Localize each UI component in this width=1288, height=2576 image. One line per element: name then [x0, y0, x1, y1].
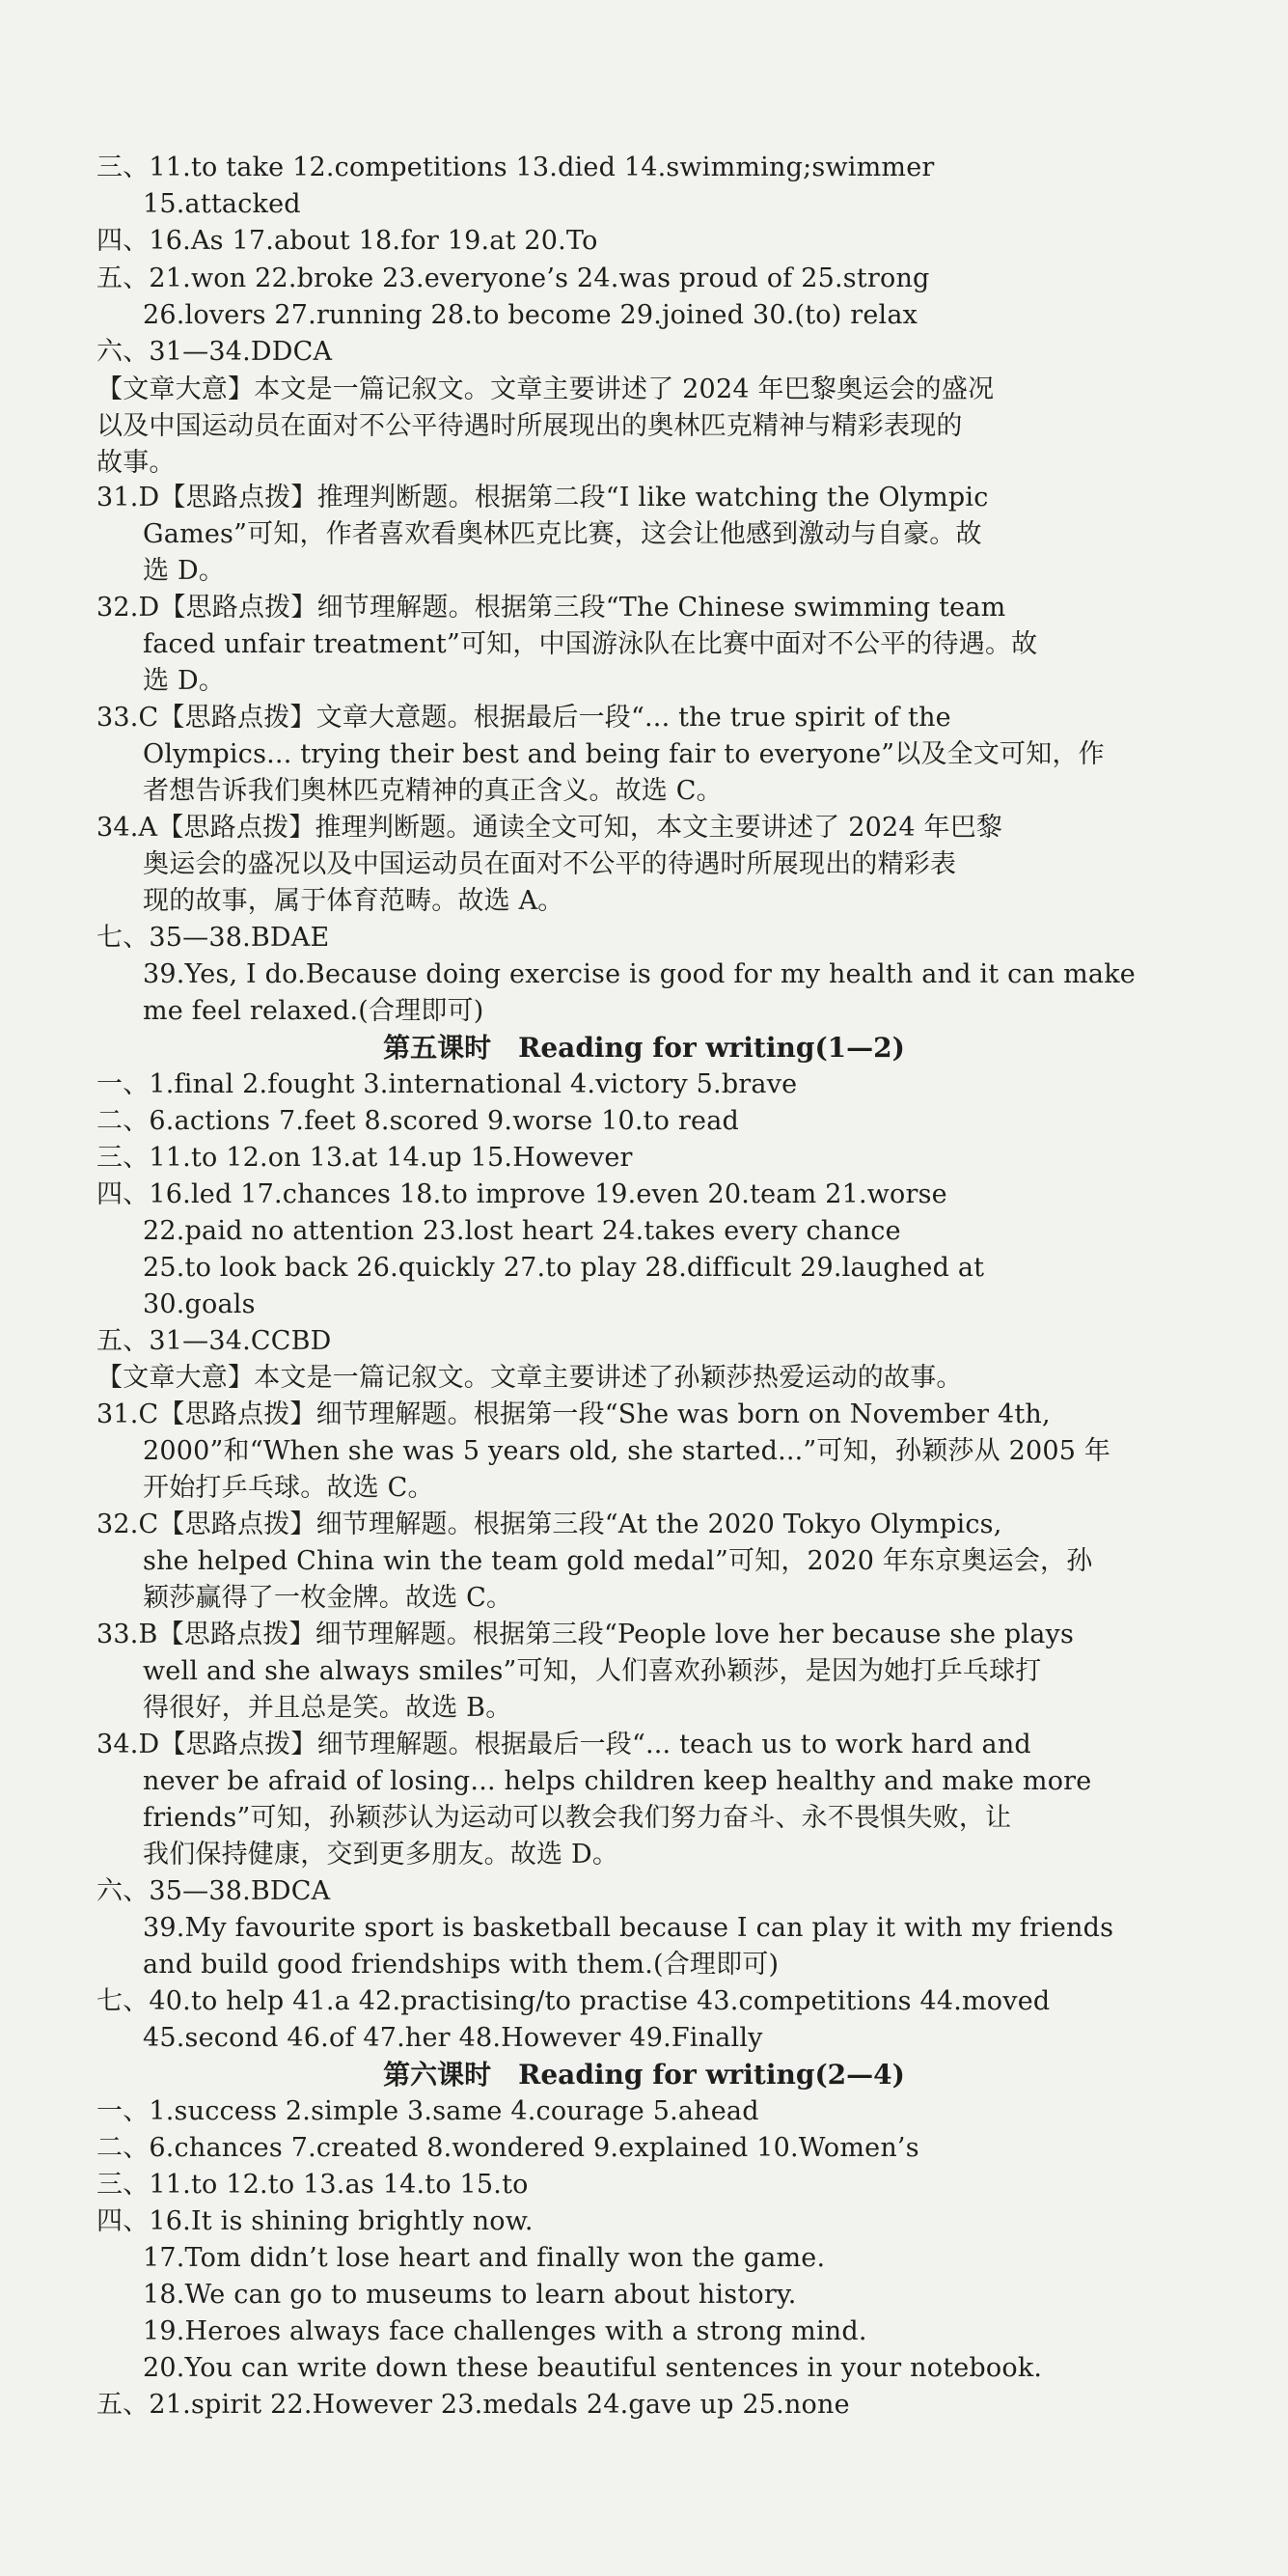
text-line: well and she always smiles”可知，人们喜欢孙颖莎，是因为她打乒乓球打 — [143, 1656, 1042, 1686]
text-line: 30.goals — [143, 1289, 256, 1319]
text-line: never be afraid of losing... helps children keep healthy and make more — [143, 1766, 1092, 1796]
text-line: friends”可知，孙颖莎认为运动可以教会我们努力奋斗、永不畏惧失败，让 — [143, 1803, 1012, 1833]
text-line: Olympics... trying their best and being fair to everyone”以及全文可知，作 — [143, 739, 1105, 769]
text-line: 34.A【思路点拨】推理判断题。通读全文可知，本文主要讲述了 2024 年巴黎 — [96, 813, 1003, 843]
text-line: 故事。 — [96, 448, 176, 478]
text-line: 32.D【思路点拨】细节理解题。根据第三段“The Chinese swimming team — [96, 593, 1006, 623]
text-line: 颖莎赢得了一枚金牌。故选 C。 — [143, 1583, 513, 1613]
text-line: 选 D。 — [143, 556, 226, 586]
text-line: 六、31—34.DDCA — [96, 337, 333, 367]
text-line: 19.Heroes always face challenges with a strong mind. — [143, 2316, 867, 2346]
text-line: 34.D【思路点拨】细节理解题。根据最后一段“... teach us to work hard and — [96, 1730, 1031, 1759]
text-line: 三、11.to 12.on 13.at 14.up 15.However — [96, 1143, 633, 1173]
text-line: and build good friendships with them.(合理即可) — [143, 1950, 780, 1980]
text-line: Games”可知，作者喜欢看奥林匹克比赛，这会让他感到激动与自豪。故 — [143, 519, 982, 549]
text-line: 一、1.final 2.fought 3.international 4.victory 5.brave — [96, 1069, 798, 1099]
text-line: 七、35—38.BDAE — [96, 923, 330, 953]
text-line: 四、16.It is shining brightly now. — [96, 2206, 534, 2236]
text-line: 开始打乒乓球。故选 C。 — [143, 1473, 434, 1503]
text-line: 一、1.success 2.simple 3.same 4.courage 5.ahead — [96, 2096, 759, 2126]
text-line: faced unfair treatment”可知，中国游泳队在比赛中面对不公平的待遇。故 — [143, 629, 1038, 659]
text-line: 五、21.spirit 22.However 23.medals 24.gave up 25.none — [96, 2390, 850, 2420]
text-line: 【文章大意】本文是一篇记叙文。文章主要讲述了 2024 年巴黎奥运会的盛况 — [96, 374, 995, 404]
text-line: 18.We can go to museums to learn about history. — [143, 2280, 797, 2310]
text-line: 39.My favourite sport is basketball because I can play it with my friends — [143, 1913, 1114, 1943]
text-line: 31.C【思路点拨】细节理解题。根据第一段“She was born on November 4th, — [96, 1399, 1051, 1429]
text-line: 五、31—34.CCBD — [96, 1326, 332, 1356]
text-line: 33.B【思路点拨】细节理解题。根据第三段“People love her because she plays — [96, 1620, 1075, 1649]
text-line: 七、40.to help 41.a 42.practising/to practise 43.competitions 44.moved — [96, 1986, 1051, 2016]
text-line: 我们保持健康，交到更多朋友。故选 D。 — [143, 1840, 619, 1870]
text-line: 得很好，并且总是笑。故选 B。 — [143, 1693, 512, 1723]
text-line: 三、11.to 12.to 13.as 14.to 15.to — [96, 2170, 529, 2200]
text-line: 【文章大意】本文是一篇记叙文。文章主要讲述了孙颖莎热爱运动的故事。 — [96, 1363, 963, 1393]
text-line: me feel relaxed.(合理即可) — [143, 996, 484, 1026]
text-line: 33.C【思路点拨】文章大意题。根据最后一段“... the true spirit of the — [96, 703, 951, 733]
text-line: 现的故事，属于体育范畴。故选 A。 — [143, 886, 564, 916]
text-line: 三、11.to take 12.competitions 13.died 14.swimming;swimmer — [96, 152, 935, 182]
text-line: 者想告诉我们奥林匹克精神的真正含义。故选 C。 — [143, 776, 723, 806]
section-title: 第六课时 Reading for writing(2—4) — [383, 2059, 905, 2091]
text-line: 二、6.chances 7.created 8.wondered 9.explained 10.Women’s — [96, 2133, 919, 2163]
section-title: 第五课时 Reading for writing(1—2) — [383, 1032, 905, 1064]
text-line: 25.to look back 26.quickly 27.to play 28.difficult 29.laughed at — [143, 1253, 985, 1283]
text-line: 四、16.led 17.chances 18.to improve 19.even 20.team 21.worse — [96, 1179, 947, 1209]
text-line: 26.lovers 27.running 28.to become 29.joined 30.(to) relax — [143, 300, 918, 330]
text-line: she helped China win the team gold medal”可知，2020 年东京奥运会，孙 — [143, 1546, 1093, 1576]
text-line: 32.C【思路点拨】细节理解题。根据第三段“At the 2020 Tokyo Olympics, — [96, 1510, 1002, 1539]
text-line: 二、6.actions 7.feet 8.scored 9.worse 10.to read — [96, 1106, 739, 1136]
text-line: 五、21.won 22.broke 23.everyone’s 24.was proud of 25.strong — [96, 263, 930, 293]
text-line: 17.Tom didn’t lose heart and finally won the game. — [143, 2243, 826, 2273]
text-line: 15.attacked — [143, 189, 301, 219]
text-line: 奥运会的盛况以及中国运动员在面对不公平的待遇时所展现出的精彩表 — [143, 849, 957, 879]
text-line: 31.D【思路点拨】推理判断题。根据第二段“I like watching the Olympic — [96, 483, 989, 512]
text-line: 以及中国运动员在面对不公平待遇时所展现出的奥林匹克精神与精彩表现的 — [96, 411, 963, 441]
text-line: 四、16.As 17.about 18.for 19.at 20.To — [96, 226, 598, 256]
text-line: 六、35—38.BDCA — [96, 1876, 331, 1906]
text-line: 2000”和“When she was 5 years old, she started...”可知，孙颖莎从 2005 年 — [143, 1436, 1111, 1466]
text-line: 选 D。 — [143, 666, 226, 696]
text-line: 20.You can write down these beautiful sentences in your notebook. — [143, 2353, 1043, 2383]
text-line: 22.paid no attention 23.lost heart 24.takes every chance — [143, 1216, 901, 1246]
text-line: 39.Yes, I do.Because doing exercise is good for my health and it can make — [143, 959, 1136, 989]
text-line: 45.second 46.of 47.her 48.However 49.Finally — [143, 2023, 763, 2053]
